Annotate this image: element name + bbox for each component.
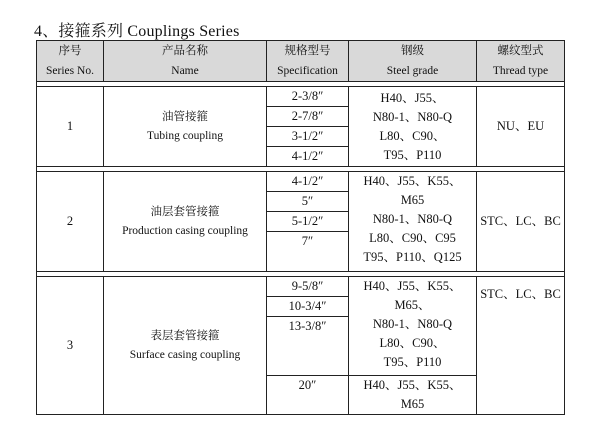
thread-type: STC、LC、BC	[477, 277, 565, 415]
spec-cell: 4-1/2″	[267, 172, 349, 192]
steel-line: H40、J55、K55、	[363, 279, 462, 293]
product-name-zh: 油管接箍	[162, 110, 208, 123]
header-thread-zh: 螺纹型式	[477, 41, 565, 62]
spec-cell: 5-1/2″	[267, 212, 349, 232]
spec-cell: 13-3/8″	[267, 317, 349, 376]
product-name	[104, 277, 267, 415]
steel-line: L80、C90、	[379, 336, 446, 350]
table-row	[37, 87, 565, 107]
thread-type: STC、LC、BC	[477, 172, 565, 272]
couplings-table	[36, 40, 565, 415]
product-name-en: Production casing coupling	[122, 224, 248, 237]
spec-cell: 7″	[267, 232, 349, 272]
series-no: 1	[37, 87, 104, 167]
header-steel-zh: 钢级	[349, 41, 477, 62]
product-name-en: Tubing coupling	[147, 129, 223, 142]
steel-line: N80-1、N80-Q	[372, 317, 453, 331]
steel-line: L80、C90、	[379, 128, 446, 143]
section-title: 4、接箍系列 Couplings Series	[34, 23, 240, 40]
spec-cell: 9-5/8″	[267, 277, 349, 297]
header-spec-en: Specification	[267, 61, 349, 82]
header-no-zh: 序号	[37, 41, 104, 62]
spec-cell: 10-3/4″	[267, 297, 349, 317]
steel-grade	[349, 376, 477, 415]
steel-line: T95、P110	[383, 147, 442, 162]
product-name	[104, 87, 267, 167]
steel-grade	[349, 87, 477, 167]
header-name-zh: 产品名称	[104, 41, 267, 62]
header-spec-zh: 规格型号	[267, 41, 349, 62]
steel-grade	[349, 277, 477, 376]
steel-line: H40、J55、K55、	[363, 378, 462, 392]
steel-line: T95、P110、Q125	[363, 250, 462, 264]
spec-cell: 20″	[267, 376, 349, 415]
steel-line: N80-1、N80-Q	[372, 109, 453, 124]
header-no-en: Series No.	[37, 61, 104, 82]
steel-line: H40、J55、	[380, 90, 445, 105]
steel-line: T95、P110	[383, 355, 442, 369]
steel-line: H40、J55、K55、	[363, 174, 462, 188]
table-row	[37, 172, 565, 192]
header-thread-en: Thread type	[477, 61, 565, 82]
series-no: 2	[37, 172, 104, 272]
product-name	[104, 172, 267, 272]
spec-cell: 5″	[267, 192, 349, 212]
steel-grade	[349, 172, 477, 272]
steel-line: M65	[400, 397, 425, 411]
steel-line: M65、	[394, 298, 431, 312]
spec-cell: 4-1/2″	[267, 147, 349, 167]
series-no: 3	[37, 277, 104, 415]
spec-cell: 2-7/8″	[267, 107, 349, 127]
product-name-zh: 油层套管接箍	[150, 205, 220, 218]
product-name-en: Surface casing coupling	[129, 348, 241, 361]
spec-cell: 3-1/2″	[267, 127, 349, 147]
steel-line: M65	[400, 193, 425, 207]
header-name-en: Name	[104, 61, 267, 82]
steel-line: L80、C90、C95	[369, 231, 456, 245]
thread-type: NU、EU	[477, 87, 565, 167]
table-row	[37, 277, 565, 297]
steel-line: N80-1、N80-Q	[372, 212, 453, 226]
product-name-zh: 表层套管接箍	[150, 329, 220, 342]
spec-cell: 2-3/8″	[267, 87, 349, 107]
header-steel-en: Steel grade	[349, 61, 477, 82]
